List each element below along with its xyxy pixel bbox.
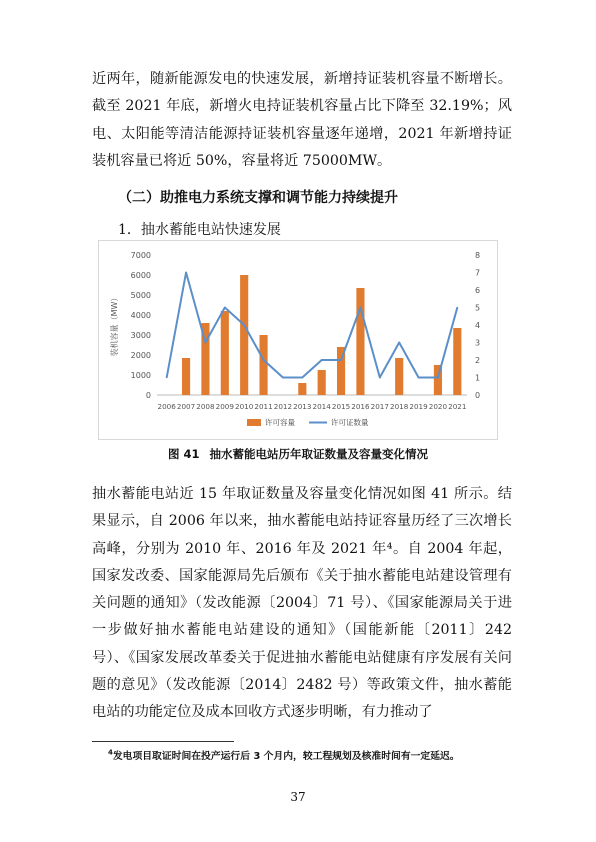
y-right-tick-label: 5 [475, 303, 481, 313]
footnote-marker: 4 [108, 748, 113, 757]
body-paragraph-2: 抽水蓄能电站近 15 年取证数量及容量变化情况如图 41 所示。结果显示，自 2006 年以来，抽水蓄能电站持证容量历经了三次增长高峰，分别为 2010 年、2016 年及 2021 年⁴。自 2004 年起，国家发改委、国家能源局先后颁布《关于抽水蓄能电站建设管理有关问题的通知》（发改能源〔2004〕71 号）、《国家能源局关于进一步做好抽水蓄能电站建设的通知》（国能新能〔2011〕242 号）、《国家发展改革委关于促进抽水蓄能电站健康有序发展有关问题的意见》（发改能源〔2014〕2482 号）等政策文件，抽水蓄能电站的功能定位及成本回收方式逐步明晰，有力推动了 [92, 486, 512, 721]
x-tick-label: 2007 [176, 402, 196, 411]
y-left-tick-label: 6000 [130, 271, 151, 280]
y-left-tick-label: 2000 [130, 351, 151, 360]
line-point-2020 [437, 377, 439, 379]
figure-number: 图 41 [167, 447, 200, 461]
x-tick-label: 2017 [370, 402, 389, 411]
page-number: 37 [290, 790, 306, 804]
body-paragraph-1: 近两年，随新能源发电的快速发展，新增持证装机容量不断增长。截至 2021 年底，新增火电持证装机容量占比下降至 32.19%；风电、太阳能等清洁能源持证装机容量逐年递增，2021 年新增持证装机容量已将近 50%，容量将近 75000MW。 [92, 71, 512, 169]
line-point-2016 [360, 307, 362, 309]
bar-2010 [240, 275, 248, 395]
x-tick-label: 2012 [273, 402, 293, 411]
legend-swatch-bar [247, 419, 261, 426]
line-point-2012 [282, 377, 284, 379]
x-tick-label: 2020 [428, 402, 448, 411]
bar-2011 [259, 335, 267, 395]
x-tick-label: 2013 [293, 402, 312, 411]
footnote [108, 748, 508, 762]
line-point-2018 [398, 342, 400, 344]
legend-label-bar: 许可容量 [265, 418, 295, 427]
x-tick-label: 2008 [196, 402, 215, 411]
x-tick-label: 2009 [215, 402, 234, 411]
x-tick-label: 2018 [390, 402, 409, 411]
line-point-2006 [166, 377, 168, 379]
line-point-2007 [185, 272, 187, 274]
y-right-tick-label: 6 [475, 286, 481, 295]
y-right-tick-label: 0 [475, 391, 481, 400]
bar-2007 [182, 358, 190, 395]
y-right-tick-label: 1 [475, 373, 481, 383]
x-tick-label: 2014 [312, 402, 331, 411]
y-left-tick-label: 0 [145, 391, 151, 400]
line-point-2021 [457, 307, 459, 309]
y-left-tick-label: 3000 [130, 331, 151, 340]
figure-chart [98, 240, 498, 440]
y-left-tick-label: 4000 [130, 311, 151, 320]
x-tick-label: 2011 [254, 402, 273, 411]
line-point-2015 [340, 359, 342, 361]
y-left-tick-label: 1000 [130, 371, 151, 380]
figure-caption-text: 抽水蓄能电站历年取证数量及容量变化情况 [209, 447, 428, 461]
footnote-divider [92, 741, 234, 742]
line-point-2013 [302, 377, 304, 379]
y-right-tick-label: 4 [475, 321, 481, 330]
bar-2021 [453, 328, 461, 395]
x-tick-label: 2021 [448, 402, 467, 411]
y-right-tick-label: 7 [475, 268, 481, 278]
y-left-tick-label: 5000 [130, 291, 151, 300]
y-axis-label: 装机容量（MW） [110, 293, 119, 357]
subsection-heading: 1．抽水蓄能电站快速发展 [118, 222, 281, 238]
line-point-2010 [243, 324, 245, 326]
line-point-2011 [263, 359, 265, 361]
line-series-count [167, 273, 458, 378]
figure-caption [0, 446, 596, 462]
x-tick-label: 2006 [157, 402, 176, 411]
legend-label-line: 许可证数量 [331, 418, 369, 427]
bar-2014 [318, 370, 326, 395]
x-tick-label: 2010 [235, 402, 254, 411]
section-heading: （二）助推电力系统支撑和调节能力持续提升 [118, 190, 398, 206]
y-right-tick-label: 8 [475, 251, 481, 260]
line-point-2019 [418, 377, 420, 379]
bar-2018 [395, 358, 403, 395]
chart-svg [99, 241, 497, 439]
line-point-2014 [321, 359, 323, 361]
bar-2009 [221, 311, 229, 395]
line-point-2017 [379, 377, 381, 379]
y-right-tick-label: 3 [475, 338, 481, 348]
y-right-tick-label: 2 [475, 356, 481, 365]
x-tick-label: 2015 [331, 402, 351, 411]
bar-2013 [298, 383, 306, 395]
line-point-2009 [224, 307, 226, 309]
line-point-2008 [205, 342, 207, 344]
x-tick-label: 2019 [409, 402, 428, 411]
bar-2016 [356, 288, 364, 395]
x-tick-label: 2016 [351, 402, 370, 411]
y-left-tick-label: 7000 [130, 251, 151, 260]
footnote-text: 发电项目取证时间在投产运行后 3 个月内，较工程规划及核准时间有一定延迟。 [112, 751, 460, 762]
